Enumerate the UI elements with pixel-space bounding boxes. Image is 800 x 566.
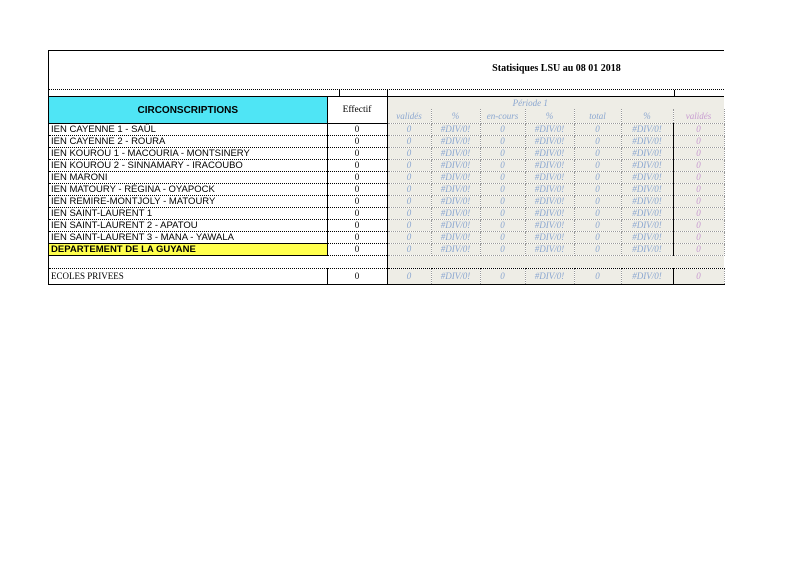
row-value: 0 bbox=[574, 124, 621, 136]
row-value: #DIV/0! bbox=[621, 208, 673, 220]
row-value: 0 bbox=[574, 184, 621, 196]
row-value: 0 bbox=[574, 148, 621, 160]
row-value: 0 bbox=[673, 160, 724, 172]
row-value: #DIV/0! bbox=[525, 160, 574, 172]
row-value: 0 bbox=[574, 208, 621, 220]
row-value: 0 bbox=[574, 232, 621, 244]
row-effectif: 0 bbox=[327, 184, 387, 196]
spreadsheet bbox=[48, 50, 724, 285]
row-value: #DIV/0! bbox=[621, 148, 673, 160]
row-name: DEPARTEMENT DE LA GUYANE bbox=[49, 244, 327, 256]
row-value: #DIV/0! bbox=[431, 220, 480, 232]
row-value: #DIV/0! bbox=[525, 269, 574, 285]
row-value: 0 bbox=[387, 269, 431, 285]
subheader-cell: validés bbox=[673, 109, 724, 123]
row-value: #DIV/0! bbox=[621, 244, 673, 256]
row-value: 0 bbox=[574, 269, 621, 285]
row-value: 0 bbox=[387, 208, 431, 220]
row-value: #DIV/0! bbox=[431, 160, 480, 172]
row-name: IEN SAINT-LAURENT 1 bbox=[49, 208, 327, 220]
separator-row bbox=[49, 256, 724, 269]
row-effectif: 0 bbox=[327, 160, 387, 172]
row-name: IEN KOUROU 1 - MACOURIA - MONTSINERY bbox=[49, 148, 327, 160]
row-value: 0 bbox=[480, 124, 525, 136]
row-value: #DIV/0! bbox=[525, 220, 574, 232]
row-value: #DIV/0! bbox=[621, 196, 673, 208]
row-value: #DIV/0! bbox=[525, 184, 574, 196]
table-row bbox=[49, 124, 724, 136]
row-value: #DIV/0! bbox=[621, 172, 673, 184]
row-value: 0 bbox=[480, 208, 525, 220]
row-value: 0 bbox=[480, 160, 525, 172]
table-row bbox=[49, 148, 724, 160]
blank-cell bbox=[387, 256, 724, 269]
row-value: 0 bbox=[387, 148, 431, 160]
sheet-title: Statisiques LSU au 08 01 2018 bbox=[492, 63, 621, 74]
row-value: 0 bbox=[574, 244, 621, 256]
table-row bbox=[49, 184, 724, 196]
subheader-cell: total bbox=[574, 109, 621, 123]
row-value: 0 bbox=[387, 220, 431, 232]
row-name: IEN MARONI bbox=[49, 172, 327, 184]
blank-cell bbox=[49, 256, 387, 269]
row-value: 0 bbox=[480, 196, 525, 208]
subheader-cell: % bbox=[525, 109, 574, 123]
row-value: 0 bbox=[673, 220, 724, 232]
row-value: #DIV/0! bbox=[525, 124, 574, 136]
spacer-row bbox=[49, 90, 724, 97]
row-value: 0 bbox=[574, 220, 621, 232]
table-row bbox=[49, 172, 724, 184]
row-value: 0 bbox=[574, 136, 621, 148]
row-value: 0 bbox=[480, 184, 525, 196]
row-value: #DIV/0! bbox=[621, 232, 673, 244]
row-value: 0 bbox=[574, 172, 621, 184]
row-value: #DIV/0! bbox=[431, 184, 480, 196]
row-name: ECOLES PRIVEES bbox=[49, 269, 327, 285]
row-value: 0 bbox=[673, 148, 724, 160]
subheader-cell: % bbox=[431, 109, 480, 123]
row-value: #DIV/0! bbox=[525, 208, 574, 220]
table-row bbox=[49, 232, 724, 244]
row-effectif: 0 bbox=[327, 269, 387, 285]
row-value: #DIV/0! bbox=[621, 269, 673, 285]
row-value: 0 bbox=[387, 184, 431, 196]
row-value: 0 bbox=[387, 160, 431, 172]
row-effectif: 0 bbox=[327, 196, 387, 208]
row-value: 0 bbox=[673, 232, 724, 244]
row-value: #DIV/0! bbox=[525, 232, 574, 244]
row-value: 0 bbox=[480, 244, 525, 256]
row-value: #DIV/0! bbox=[525, 172, 574, 184]
row-name: IEN CAYENNE 2 - ROURA bbox=[49, 136, 327, 148]
header-periode-next bbox=[673, 97, 724, 109]
row-value: #DIV/0! bbox=[525, 244, 574, 256]
title-row bbox=[49, 51, 724, 90]
subheader-cell: validés bbox=[387, 109, 431, 123]
row-value: #DIV/0! bbox=[525, 196, 574, 208]
row-value: #DIV/0! bbox=[431, 232, 480, 244]
row-value: #DIV/0! bbox=[621, 160, 673, 172]
table-row bbox=[49, 208, 724, 220]
row-value: 0 bbox=[673, 172, 724, 184]
row-name: IEN KOUROU 2 - SINNAMARY - IRACOUBO bbox=[49, 160, 327, 172]
row-value: #DIV/0! bbox=[621, 136, 673, 148]
table-row bbox=[49, 220, 724, 232]
header-effectif: Effectif bbox=[327, 97, 387, 124]
row-value: #DIV/0! bbox=[431, 196, 480, 208]
row-value: 0 bbox=[387, 124, 431, 136]
subheader-cell: % bbox=[621, 109, 673, 123]
row-value: 0 bbox=[480, 220, 525, 232]
row-value: 0 bbox=[574, 160, 621, 172]
row-value: #DIV/0! bbox=[431, 172, 480, 184]
table-row bbox=[49, 136, 724, 148]
row-value: 0 bbox=[387, 172, 431, 184]
row-value: 0 bbox=[480, 148, 525, 160]
row-value: #DIV/0! bbox=[431, 244, 480, 256]
subheader-cell: en-cours bbox=[480, 109, 525, 123]
stats-table bbox=[49, 97, 725, 285]
row-name: IEN SAINT-LAURENT 3 - MANA - YAWALA bbox=[49, 232, 327, 244]
row-value: 0 bbox=[673, 184, 724, 196]
row-value: 0 bbox=[480, 269, 525, 285]
row-effectif: 0 bbox=[327, 136, 387, 148]
row-value: 0 bbox=[673, 269, 724, 285]
row-value: #DIV/0! bbox=[431, 269, 480, 285]
row-value: #DIV/0! bbox=[431, 124, 480, 136]
row-effectif: 0 bbox=[327, 124, 387, 136]
row-value: 0 bbox=[673, 208, 724, 220]
row-value: #DIV/0! bbox=[525, 148, 574, 160]
row-name: IEN SAINT-LAURENT 2 - APATOU bbox=[49, 220, 327, 232]
row-value: 0 bbox=[480, 172, 525, 184]
row-value: 0 bbox=[673, 196, 724, 208]
row-value: #DIV/0! bbox=[621, 184, 673, 196]
row-effectif: 0 bbox=[327, 148, 387, 160]
row-name: IEN REMIRE-MONTJOLY - MATOURY bbox=[49, 196, 327, 208]
header-periode: Période 1 bbox=[387, 97, 673, 109]
row-effectif: 0 bbox=[327, 172, 387, 184]
row-value: #DIV/0! bbox=[431, 208, 480, 220]
row-value: #DIV/0! bbox=[431, 136, 480, 148]
row-value: #DIV/0! bbox=[621, 220, 673, 232]
table-row bbox=[49, 160, 724, 172]
row-value: 0 bbox=[480, 232, 525, 244]
table-row bbox=[49, 196, 724, 208]
row-value: #DIV/0! bbox=[621, 124, 673, 136]
row-value: 0 bbox=[387, 196, 431, 208]
header-circonscriptions: CIRCONSCRIPTIONS bbox=[49, 97, 327, 124]
row-value: 0 bbox=[673, 136, 724, 148]
row-name: IEN CAYENNE 1 - SAÜL bbox=[49, 124, 327, 136]
row-value: 0 bbox=[574, 196, 621, 208]
row-value: 0 bbox=[387, 136, 431, 148]
row-value: 0 bbox=[387, 244, 431, 256]
row-effectif: 0 bbox=[327, 244, 387, 256]
row-value: #DIV/0! bbox=[525, 136, 574, 148]
row-effectif: 0 bbox=[327, 232, 387, 244]
row-effectif: 0 bbox=[327, 208, 387, 220]
row-name: IEN MATOURY - RÉGINA - OYAPOCK bbox=[49, 184, 327, 196]
department-row bbox=[49, 244, 724, 256]
row-value: 0 bbox=[673, 124, 724, 136]
row-value: 0 bbox=[480, 136, 525, 148]
row-value: #DIV/0! bbox=[431, 148, 480, 160]
row-value: 0 bbox=[673, 244, 724, 256]
privees-row bbox=[49, 269, 724, 285]
row-value: 0 bbox=[387, 232, 431, 244]
row-effectif: 0 bbox=[327, 220, 387, 232]
